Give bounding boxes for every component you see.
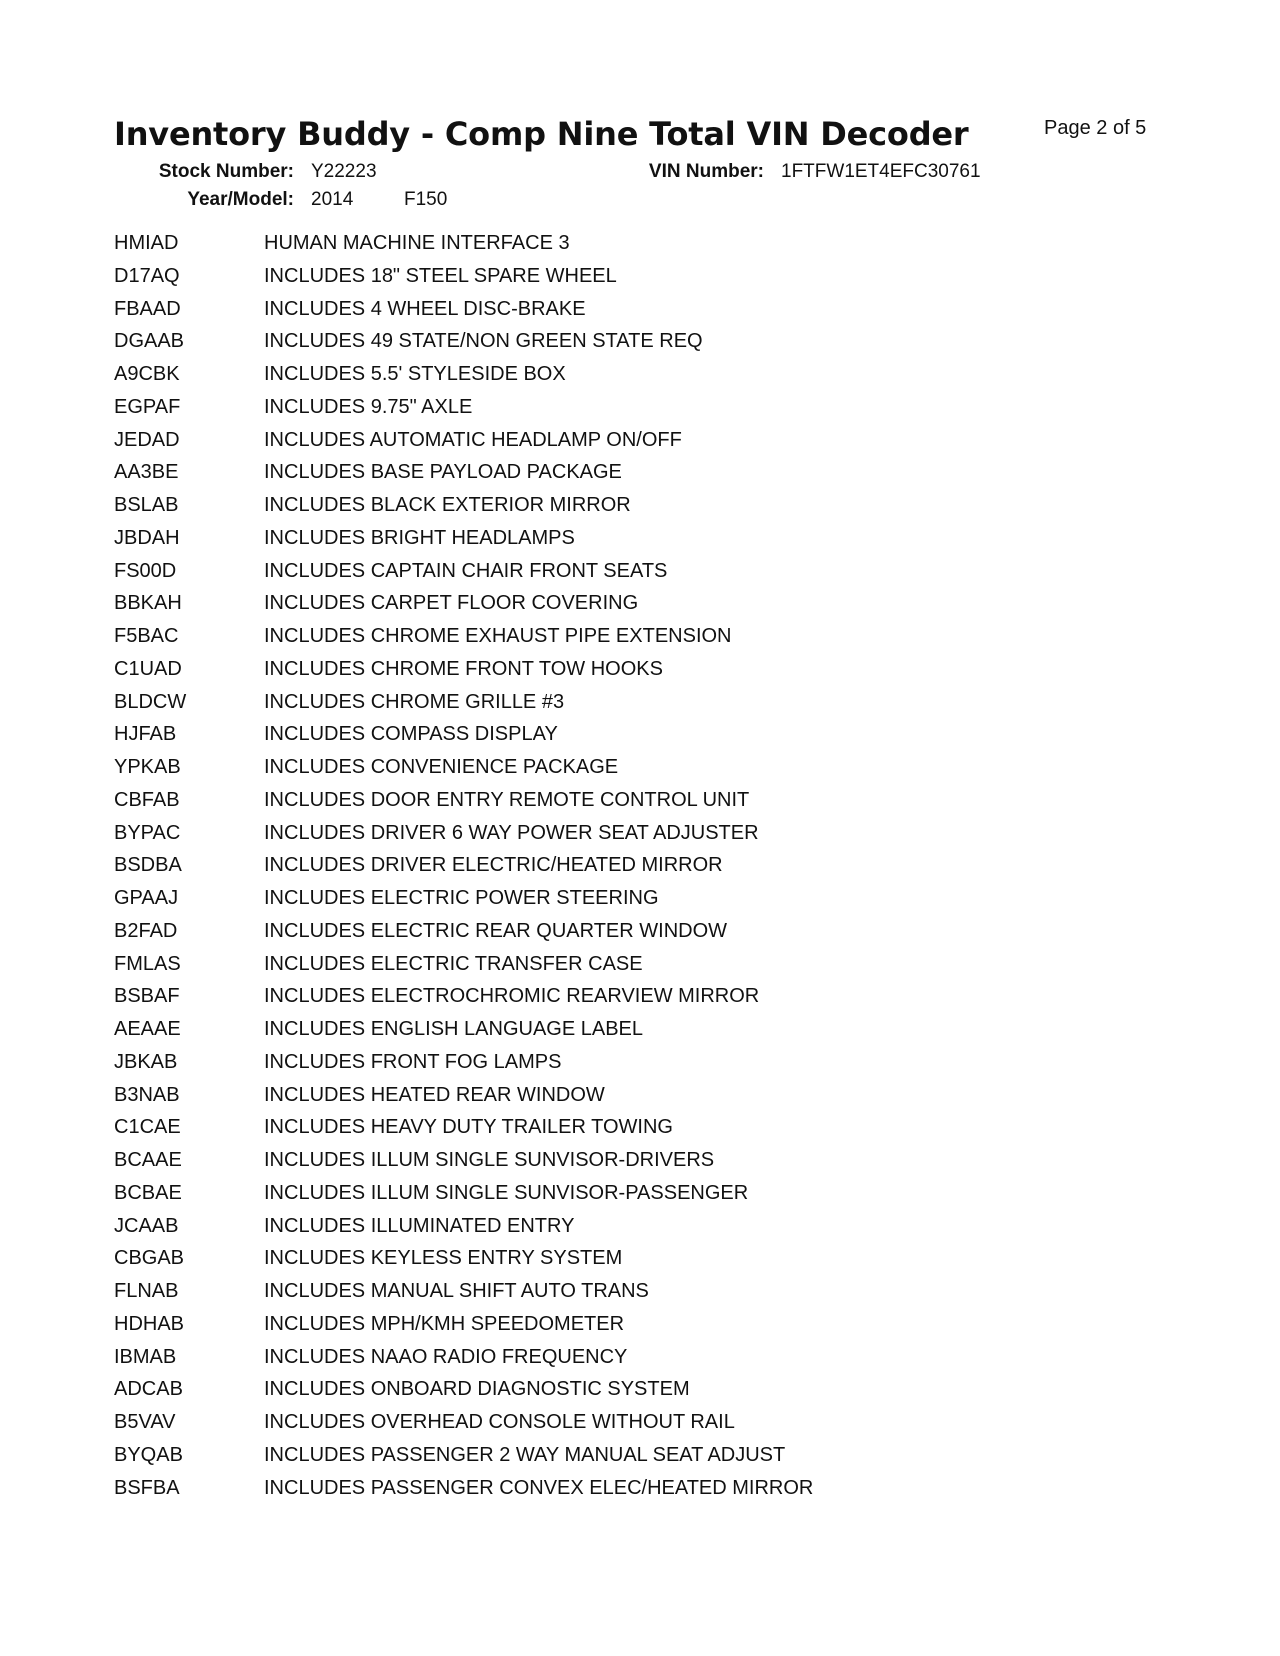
option-description: INCLUDES BASE PAYLOAD PACKAGE [264, 461, 622, 484]
option-code: BCBAE [114, 1181, 182, 1204]
list-item [114, 1144, 1214, 1177]
option-description: INCLUDES MANUAL SHIFT AUTO TRANS [264, 1280, 649, 1302]
option-code: JEDAD [114, 428, 180, 451]
list-item [114, 424, 1214, 457]
year-value: 2014 [311, 189, 354, 210]
option-description: INCLUDES CHROME FRONT TOW HOOKS [264, 657, 663, 680]
option-code: JBDAH [114, 526, 180, 549]
option-code: BSFBA [114, 1476, 180, 1499]
list-item [114, 1210, 1214, 1243]
option-code: FS00D [114, 559, 177, 582]
option-description: INCLUDES CARPET FLOOR COVERING [264, 592, 639, 615]
option-code: CBFAB [114, 788, 180, 811]
model-value: F150 [404, 189, 448, 210]
option-description: INCLUDES ILLUMINATED ENTRY [264, 1214, 575, 1237]
list-item [114, 1373, 1214, 1406]
option-description: INCLUDES CHROME GRILLE #3 [264, 690, 565, 713]
list-item [114, 325, 1214, 358]
list-item [114, 1308, 1214, 1341]
list-item [114, 391, 1214, 424]
list-item [114, 293, 1214, 326]
option-description: INCLUDES PASSENGER CONVEX ELEC/HEATED MIRROR [264, 1476, 814, 1499]
option-code: BSDBA [114, 854, 182, 877]
option-description: INCLUDES 5.5' STYLESIDE BOX [264, 363, 566, 385]
list-item [114, 1177, 1214, 1210]
option-code: ADCAB [114, 1378, 183, 1401]
option-description: INCLUDES ONBOARD DIAGNOSTIC SYSTEM [264, 1378, 690, 1401]
option-code: C1UAD [114, 657, 182, 680]
option-code: BSLAB [114, 494, 179, 516]
list-item [114, 1341, 1214, 1374]
option-description: INCLUDES CONVENIENCE PACKAGE [264, 756, 619, 778]
list-item [114, 522, 1214, 555]
option-description: INCLUDES ENGLISH LANGUAGE LABEL [264, 1018, 644, 1040]
list-item [114, 489, 1214, 522]
vin-number-label: VIN Number: [648, 161, 764, 182]
option-code: YPKAB [114, 756, 181, 778]
option-description: INCLUDES ELECTRIC POWER STEERING [264, 887, 659, 909]
option-description: INCLUDES COMPASS DISPLAY [264, 723, 558, 746]
option-description: INCLUDES ELECTRIC TRANSFER CASE [264, 952, 643, 975]
option-code: A9CBK [114, 363, 180, 385]
option-description: INCLUDES HEATED REAR WINDOW [264, 1083, 605, 1106]
option-code: BLDCW [114, 690, 187, 713]
option-code: D17AQ [114, 264, 180, 287]
list-item [114, 980, 1214, 1013]
report-title: Inventory Buddy - Comp Nine Total VIN Decoder [114, 115, 969, 153]
option-description: INCLUDES CHROME EXHAUST PIPE EXTENSION [264, 625, 732, 647]
list-item [114, 915, 1214, 948]
option-description: INCLUDES DRIVER ELECTRIC/HEATED MIRROR [264, 854, 723, 877]
option-description: INCLUDES 49 STATE/NON GREEN STATE REQ [264, 330, 703, 353]
list-item [114, 620, 1214, 653]
list-item [114, 1472, 1214, 1505]
option-description: INCLUDES DOOR ENTRY REMOTE CONTROL UNIT [264, 788, 750, 811]
option-description: HUMAN MACHINE INTERFACE 3 [264, 232, 570, 254]
option-description: INCLUDES 4 WHEEL DISC-BRAKE [264, 297, 586, 320]
option-code: JCAAB [114, 1214, 179, 1237]
option-code: FMLAS [114, 952, 181, 975]
list-item [114, 1013, 1214, 1046]
vin-number-value: 1FTFW1ET4EFC30761 [781, 161, 981, 182]
option-description: INCLUDES ELECTROCHROMIC REARVIEW MIRROR [264, 985, 760, 1008]
list-item [114, 260, 1214, 293]
option-code: IBMAB [114, 1345, 177, 1368]
option-code: BYPAC [114, 821, 181, 844]
option-description: INCLUDES AUTOMATIC HEADLAMP ON/OFF [264, 428, 682, 451]
option-code: BCAAE [114, 1149, 182, 1171]
option-description: INCLUDES ELECTRIC REAR QUARTER WINDOW [264, 919, 728, 942]
option-description: INCLUDES NAAO RADIO FREQUENCY [264, 1345, 628, 1368]
option-description: INCLUDES OVERHEAD CONSOLE WITHOUT RAIL [264, 1411, 735, 1433]
option-description: INCLUDES PASSENGER 2 WAY MANUAL SEAT ADJUST [264, 1443, 786, 1466]
list-item [114, 784, 1214, 817]
option-code: B2FAD [114, 919, 178, 942]
list-item [114, 358, 1214, 391]
option-code: FLNAB [114, 1280, 179, 1302]
option-code: F5BAC [114, 625, 179, 647]
list-item [114, 587, 1214, 620]
option-code: FBAAD [114, 297, 181, 320]
option-description: INCLUDES FRONT FOG LAMPS [264, 1050, 562, 1073]
option-code: C1CAE [114, 1116, 181, 1139]
page-number: Page 2 of 5 [1044, 117, 1147, 139]
list-item [114, 1439, 1214, 1472]
option-description: INCLUDES DRIVER 6 WAY POWER SEAT ADJUSTER [264, 821, 759, 844]
option-code: EGPAF [114, 395, 181, 418]
list-item [114, 1079, 1214, 1112]
option-code: AEAAE [114, 1018, 181, 1040]
option-description: INCLUDES HEAVY DUTY TRAILER TOWING [264, 1116, 673, 1139]
option-code: AA3BE [114, 461, 179, 484]
list-item [114, 686, 1214, 719]
list-item [114, 882, 1214, 915]
list-item [114, 456, 1214, 489]
list-item [114, 1242, 1214, 1275]
list-item [114, 653, 1214, 686]
list-item [114, 751, 1214, 784]
option-description: INCLUDES ILLUM SINGLE SUNVISOR-DRIVERS [264, 1149, 715, 1171]
list-item [114, 1406, 1214, 1439]
option-code-list [114, 227, 1214, 1504]
list-item [114, 1111, 1214, 1144]
option-code: JBKAB [114, 1050, 178, 1073]
option-code: HDHAB [114, 1312, 185, 1335]
option-description: INCLUDES CAPTAIN CHAIR FRONT SEATS [264, 559, 668, 582]
stock-number-label: Stock Number: [158, 161, 294, 182]
option-description: INCLUDES 9.75" AXLE [264, 395, 473, 418]
list-item [114, 555, 1214, 588]
option-code: BBKAH [114, 592, 182, 615]
option-code: GPAAJ [114, 887, 179, 909]
option-code: CBGAB [114, 1247, 185, 1270]
option-description: INCLUDES 18" STEEL SPARE WHEEL [264, 264, 617, 287]
option-code: B3NAB [114, 1083, 180, 1106]
list-item [114, 948, 1214, 981]
list-item [114, 849, 1214, 882]
option-description: INCLUDES ILLUM SINGLE SUNVISOR-PASSENGER [264, 1181, 749, 1204]
option-description: INCLUDES MPH/KMH SPEEDOMETER [264, 1312, 625, 1335]
list-item [114, 1275, 1214, 1308]
option-description: INCLUDES BLACK EXTERIOR MIRROR [264, 494, 631, 516]
option-description: INCLUDES KEYLESS ENTRY SYSTEM [264, 1247, 623, 1270]
list-item [114, 718, 1214, 751]
option-code: BSBAF [114, 985, 180, 1008]
option-code: BYQAB [114, 1443, 183, 1466]
option-description: INCLUDES BRIGHT HEADLAMPS [264, 526, 575, 549]
list-item [114, 227, 1214, 260]
stock-number-value: Y22223 [311, 161, 377, 182]
option-code: HJFAB [114, 723, 177, 746]
option-code: B5VAV [114, 1411, 176, 1433]
list-item [114, 1046, 1214, 1079]
option-code: DGAAB [114, 330, 185, 353]
list-item [114, 817, 1214, 850]
year-model-label: Year/Model: [187, 189, 294, 210]
option-code: HMIAD [114, 232, 179, 254]
